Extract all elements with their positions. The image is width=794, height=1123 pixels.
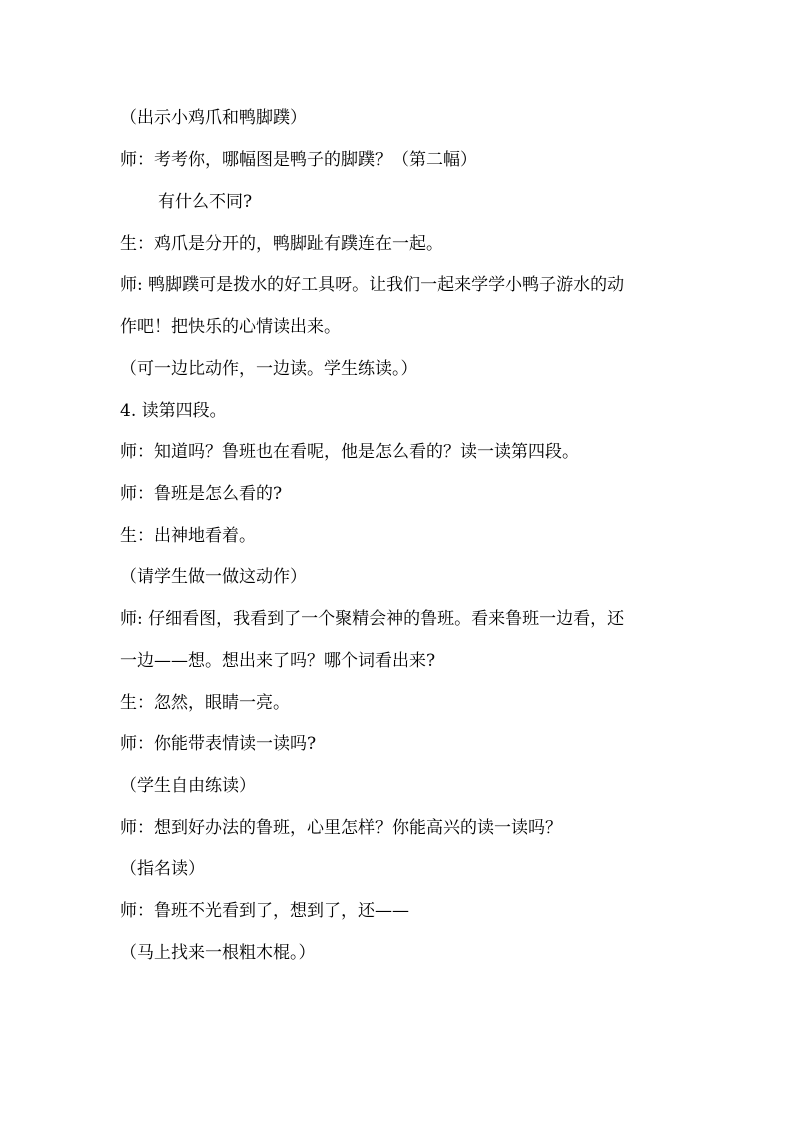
text-line-stage-direction: （指名读） [120, 859, 205, 879]
text-line-stage-direction: （可一边比动作，一边读。学生练读。） [120, 359, 418, 379]
text-line-student: 生：出神地看着。 [120, 526, 256, 546]
text-line-stage-direction: （出示小鸡爪和鸭脚蹼） [120, 108, 307, 128]
text-line-student: 生：忽然，眼睛一亮。 [120, 693, 290, 713]
text-line-teacher: 师：考考你，哪幅图是鸭子的脚蹼？（第二幅） [120, 150, 477, 170]
section-heading: 4. 读第四段。 [120, 401, 227, 421]
text-line-question: 有什么不同? [158, 192, 253, 212]
text-line-continuation: 作吧！把快乐的心情读出来。 [120, 317, 341, 337]
text-line-teacher: 师：鲁班是怎么看的? [120, 484, 283, 504]
text-line-teacher: 师：知道吗？鲁班也在看呢，他是怎么看的？读一读第四段。 [120, 442, 579, 462]
text-line-teacher: 师: 鸭脚蹼可是拨水的好工具呀。让我们一起来学学小鸭子游水的动 [120, 275, 625, 295]
text-line-teacher: 师：想到好办法的鲁班，心里怎样？你能高兴的读一读吗？ [120, 818, 562, 838]
text-line-teacher: 师：鲁班不光看到了，想到了，还—— [120, 901, 409, 921]
text-line-teacher: 师：你能带表情读一读吗? [120, 734, 317, 754]
text-line-student: 生：鸡爪是分开的，鸭脚趾有蹼连在一起。 [120, 234, 443, 254]
text-line-continuation: 一边——想。想出来了吗？哪个词看出来? [120, 651, 436, 671]
text-line-stage-direction: （马上找来一根粗木棍。） [120, 943, 316, 963]
text-line-stage-direction: （学生自由练读） [120, 776, 256, 796]
text-line-stage-direction: （请学生做一做这动作） [120, 567, 307, 587]
text-line-teacher: 师: 仔细看图，我看到了一个聚精会神的鲁班。看来鲁班一边看，还 [120, 609, 625, 629]
